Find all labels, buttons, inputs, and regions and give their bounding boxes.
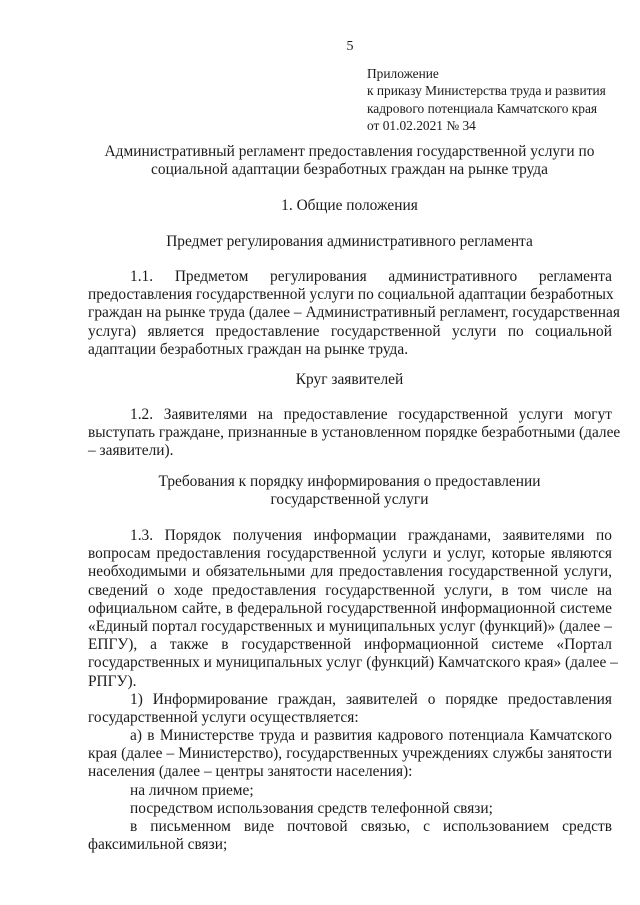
text-line: услуга) является предоставление государственной услуги по социальной <box>88 322 612 340</box>
text-line: РПГУ). <box>88 672 137 690</box>
subsection-heading-subject: Предмет регулирования административного регламента <box>166 233 533 250</box>
appendix-line: к приказу Министерства труда и развития <box>367 83 606 99</box>
title-line: Административный регламент предоставления государственной услуги по <box>104 143 595 160</box>
text-line: в письменном виде почтовой связью, с использованием средств <box>130 818 612 835</box>
paragraph-written <box>88 818 612 854</box>
text-line: выступать граждане, признанные в установленном порядке безработными (далее <box>88 424 621 442</box>
appendix-block <box>367 65 606 135</box>
text-line: государственной услуги осуществляется: <box>88 709 359 727</box>
title-line: социальной адаптации безработных граждан на рынке труда <box>151 161 548 178</box>
subsection-heading-applicants: Круг заявителей <box>295 371 404 388</box>
text-line: – заявители). <box>88 442 174 460</box>
paragraph-1-3-1 <box>88 691 612 727</box>
text-line: 1.3. Порядок получения информации гражданами, заявителями по <box>130 527 612 544</box>
text-line: граждан на рынке труда (далее – Административный регламент, государственная <box>88 304 620 322</box>
text-line: официальном сайте, в федеральной государственной информационной системе <box>88 599 612 617</box>
text-line: необходимыми и обязательными для предоставления государственной услуги, <box>88 563 612 581</box>
document-title <box>86 143 613 179</box>
paragraph-1-2 <box>88 406 621 461</box>
heading-line: государственной услуги <box>270 491 429 508</box>
appendix-line: кадрового потенциала Камчатского края <box>367 100 598 116</box>
text-line: «Единый портал государственных и муниципальных услуг (функций)» (далее – <box>88 618 612 636</box>
text-line: факсимильной связи; <box>88 836 228 854</box>
paragraph-1-3-1-a <box>88 727 612 782</box>
text-line: 1.1. Предметом регулирования административного регламента <box>130 268 612 285</box>
text-line: а) в Министерстве труда и развития кадрового потенциала Камчатского <box>130 727 612 744</box>
text-line: сведений о ходе предоставления государственной услуги, в том числе на <box>88 581 612 599</box>
paragraph-1-3 <box>88 527 618 691</box>
text-line: ЕПГУ), а также в государственной информационной системе «Портал <box>88 636 612 654</box>
paragraph-1-1 <box>88 268 620 359</box>
text-line: адаптации безработных граждан на рынке труда. <box>88 340 409 358</box>
text-line: посредством использования средств телефонной связи; <box>130 800 493 817</box>
heading-line: Требования к порядку информирования о предоставлении <box>158 473 541 490</box>
section-heading: 1. Общие положения <box>281 197 418 214</box>
paragraph-phone <box>88 800 612 818</box>
subsection-heading-informing <box>86 473 613 509</box>
text-line: предоставления государственной услуги по социальной адаптации безработных <box>88 286 614 304</box>
text-line: вопросам предоставления государственной услуги и услуг, которые являются <box>88 545 612 563</box>
text-line: 1.2. Заявителями на предоставление государственной услуги могут <box>130 406 612 423</box>
appendix-line: от 01.02.2021 № 34 <box>367 118 476 134</box>
text-line: края (далее – Министерство), государственных учреждениях службы занятости <box>88 745 612 763</box>
page-number: 5 <box>346 39 354 54</box>
text-line: государственных и муниципальных услуг (функций) Камчатского края» (далее – <box>88 654 618 672</box>
text-line: населения (далее – центры занятости населения): <box>88 763 413 781</box>
appendix-line: Приложение <box>367 66 439 81</box>
text-line: на личном приеме; <box>130 782 254 799</box>
paragraph-personal-reception <box>88 782 612 800</box>
text-line: 1) Информирование граждан, заявителей о порядке предоставления <box>130 691 612 708</box>
